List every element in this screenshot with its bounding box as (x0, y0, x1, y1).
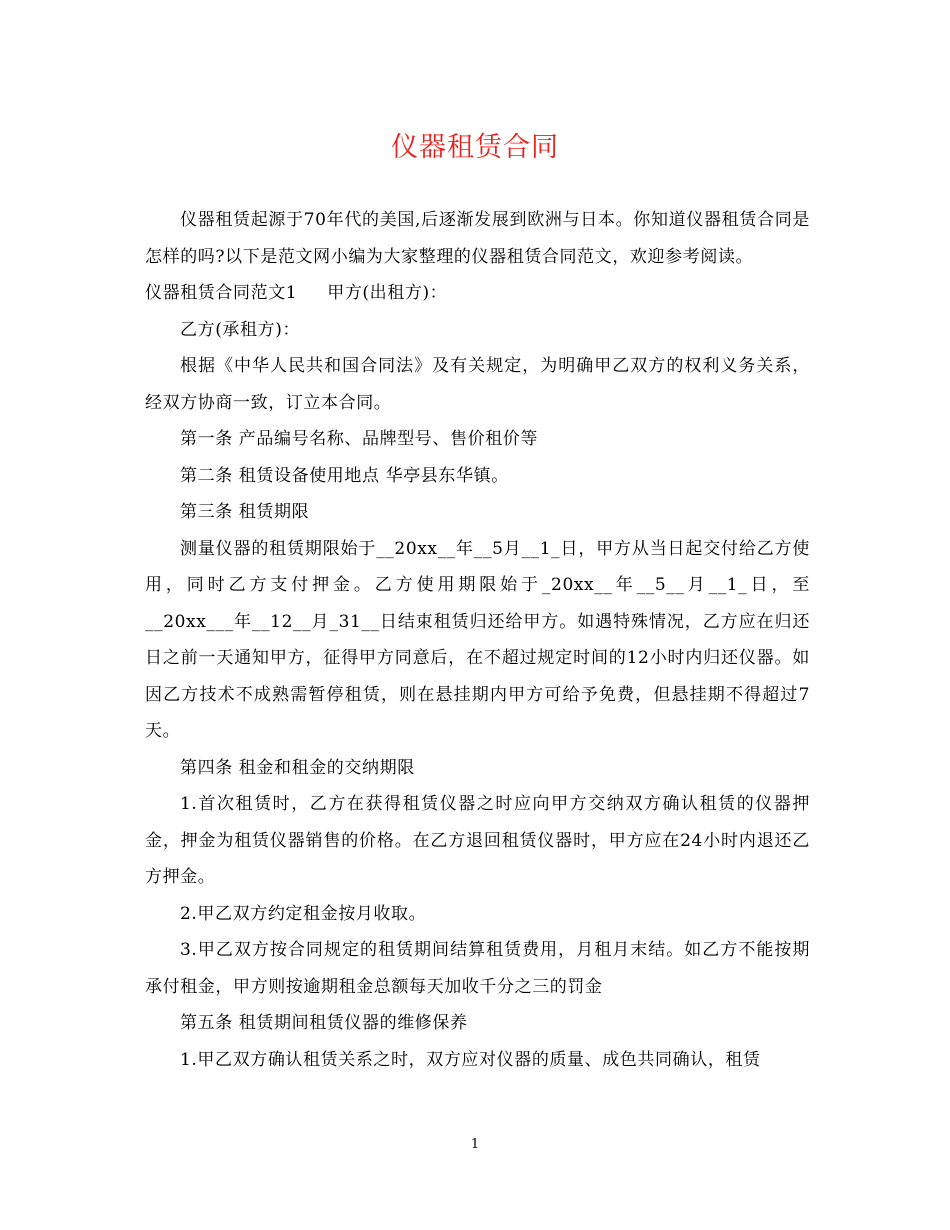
paragraph-party-b: 乙方(承租方)： (180, 319, 301, 340)
sample-title: 仪器租赁合同范文1 (145, 283, 298, 303)
paragraph-sample-heading (145, 275, 810, 312)
paragraph-article-1: 第一条 产品编号名称、品牌型号、售价租价等 (180, 429, 539, 449)
paragraph-article-2: 第二条 租赁设备使用地点 华亭县东华镇。 (180, 465, 509, 486)
paragraph-deposit: 1.首次租赁时，乙方在获得租赁仪器之时应向甲方交纳双方确认租赁的仪器押金，押金为租赁仪器销售的价格。在乙方退回租赁仪器时，甲方应在24小时内退还乙方押金。 (145, 794, 810, 887)
document-title: 仪器租赁合同 (391, 132, 559, 163)
paragraph-maintenance: 1.甲乙双方确认租赁关系之时，双方应对仪器的质量、成色共同确认，租赁 (180, 1049, 761, 1070)
paragraph-article-4: 第四条 租金和租金的交纳期限 (180, 757, 415, 778)
party-a-label: 甲方(出租方)： (327, 283, 448, 303)
paragraph-legal-basis: 根据《中华人民共和国合同法》及有关规定，为明确甲乙双方的权利义务关系，经双方协商一致，订立本合同。 (145, 356, 810, 413)
page-number: 1 (470, 1137, 480, 1152)
paragraph-article-3: 第三条 租赁期限 (180, 502, 310, 522)
document-body (145, 202, 810, 1078)
paragraph-lease-term: 测量仪器的租赁期限始于__20xx__年__5月__1_日，甲方从当日起交付给乙方使用，同时乙方支付押金。乙方使用期限始于_20xx__年__5__月__1_日，至__20xx___年__12__月_31__日结束租赁归还给甲方。如遇特殊情况，乙方应在归还日之前一天通知甲方，征得甲方同意后，在不超过规定时间的12小时内归还仪器。如因乙方技术不成熟需暂停租赁，则在悬挂期内甲方可给予免费，但悬挂期不得超过7天。 (145, 538, 810, 741)
paragraph-intro: 仪器租赁起源于70年代的美国,后逐渐发展到欧洲与日本。你知道仪器租赁合同是怎样的吗?以下是范文网小编为大家整理的仪器租赁合同范文，欢迎参考阅读。 (145, 210, 810, 267)
paragraph-article-5: 第五条 租赁期间租赁仪器的维修保养 (180, 1013, 468, 1033)
paragraph-monthly-rent: 2.甲乙双方约定租金按月收取。 (180, 903, 427, 924)
paragraph-settlement: 3.甲乙双方按合同规定的租赁期间结算租赁费用，月租月末结。如乙方不能按期承付租金，甲方则按逾期租金总额每天加收千分之三的罚金 (145, 940, 810, 997)
